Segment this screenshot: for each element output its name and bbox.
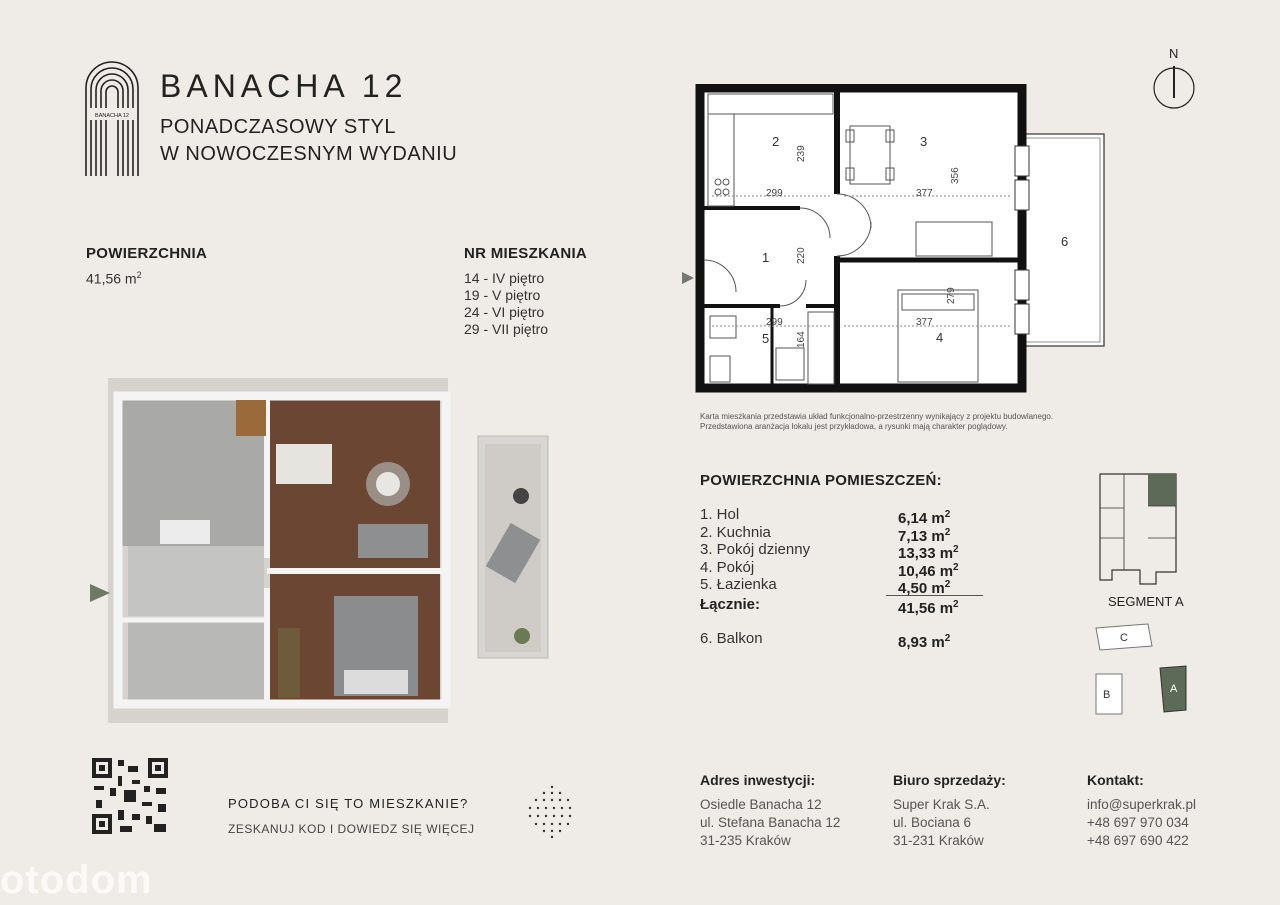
flat-numbers-label: NR MIESZKANIA [464,245,588,262]
plan-3d-render [90,378,560,723]
room-row: 1. Hol 6,14 $m^2$ [700,506,951,527]
dimension-label: 377 [916,317,933,328]
flat-number-item: 24 - VI piętro [464,304,545,320]
room-number: 3 [920,134,928,149]
dimension-label: 356 [950,167,961,184]
flat-number-item: 14 - IV piętro [464,270,545,286]
dot-pattern-icon [526,784,578,840]
building-label: C [1120,632,1128,644]
dimension-label: 377 [916,188,933,199]
flat-number-item: 29 - VII piętro [464,321,549,337]
room-number: 4 [936,330,944,345]
dimension-label: 239 [796,145,807,162]
dimension-label: 299 [766,317,783,328]
building-label: A [1170,683,1178,695]
qr-headline: PODOBA CI SIĘ TO MIESZKANIE? [228,796,469,811]
tagline-line2: W NOWOCZESNYM WYDANIU [160,143,458,165]
room-number: 2 [772,134,780,149]
sales-office: Biuro sprzedaży: Super Krak S.A. ul. Bociana 6 31-231 Kraków [893,772,1006,848]
dimension-label: 164 [796,331,807,348]
building-label: B [1103,689,1111,701]
segment-map [1090,468,1190,718]
qr-code[interactable] [92,758,168,834]
watermark: otodom [0,858,153,902]
compass [1150,44,1196,110]
room-number: 6 [1061,234,1069,249]
dimension-label: 299 [766,188,783,199]
room-number: 5 [762,331,770,346]
room-number: 1 [762,250,770,265]
balcony-row: 6. Balkon 8,93 $m^2$ [700,630,951,651]
dimension-label: 279 [946,287,957,304]
qr-subtext: ZESKANUJ KOD I DOWIEDZ SIĘ WIĘCEJ [228,822,475,836]
room-row: 4. Pokój 10,46 $m^2$ [700,558,959,580]
rooms-title: POWIERZCHNIA POMIESZCZEŃ: [700,472,942,489]
dimension-label: 220 [796,247,807,264]
area-label: POWIERZCHNIA [86,245,208,262]
brand-logo [84,60,140,178]
tagline-line1: PONADCZASOWY STYL [160,116,396,138]
disclaimer: Karta mieszkania przedstawia układ funkcjonalno-przestrzenny wynikający z projektu budowlanego. Przedstawiona aranżacja lokalu jest przykładowa, a rysunki mają charakter poglądowy. [700,412,1054,431]
room-row: 3. Pokój dzienny 13,33 $m^2$ [700,541,959,562]
rooms-table [700,506,983,651]
investment-address: Adres inwestycji: Osiedle Banacha 12 ul. Stefana Banacha 12 31-235 Kraków [700,772,841,848]
phone-link[interactable]: +48 697 970 034 [1087,815,1189,830]
flat-number-item: 19 - V piętro [464,287,541,303]
segment-label: SEGMENT A [1108,594,1184,609]
phone-link[interactable]: +48 697 690 422 [1087,833,1189,848]
flat-numbers-list [464,270,548,338]
total-row: Łącznie: 41,56 $m^2$ [700,595,959,617]
room-row: 5. Łazienka 4,50 $m^2$ [700,576,951,597]
logo-text: BANACHA 12 [95,113,129,119]
email-link[interactable]: info@superkrak.pl [1087,797,1197,812]
floor-plan [680,84,1120,394]
contact-info: Kontakt: info@superkrak.pl +48 697 970 034 +48 697 690 422 [1087,772,1197,848]
compass-label: N [1169,46,1179,61]
room-row: 2. Kuchnia 7,13 $m^2$ [700,523,951,545]
area-value: 41,56 $m^2$ [86,270,142,287]
brand-title: BANACHA 12 [160,68,408,104]
